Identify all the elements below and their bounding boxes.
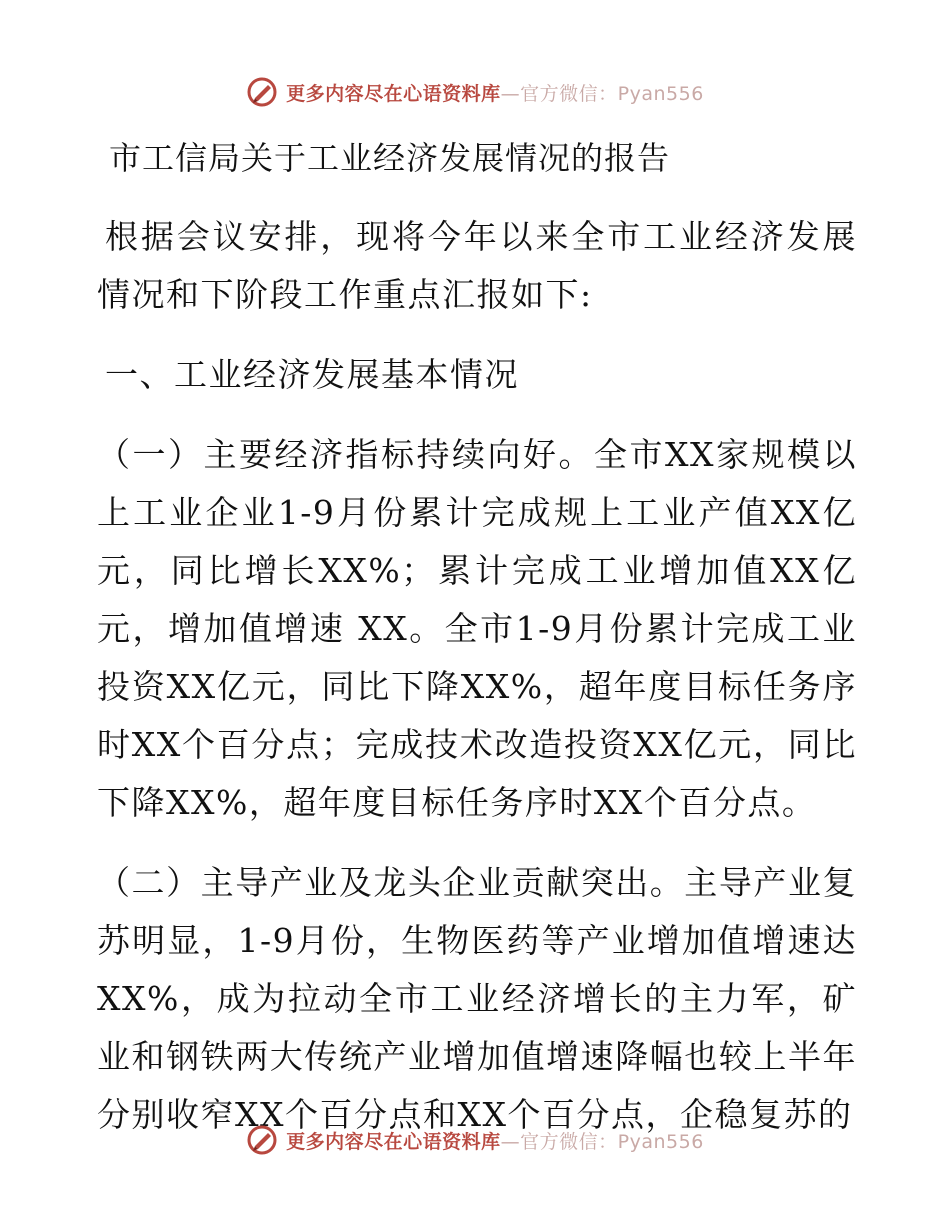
- document-title: 市工信局关于工业经济发展情况的报告: [109, 139, 671, 177]
- section-2-paragraph: （二）主导产业及龙头企业贡献突出。主导产业复苏明显，1-9月份，生物医药等产业增加值增速达XX%，成为拉动全市工业经济增长的主力军，矿业和钢铁两大传统产业增加值增速降幅也较上半年分别收窄XX个百分点和XX个百分点，企稳复苏的: [97, 863, 857, 1134]
- document-page: [97, 120, 857, 1144]
- pen-logo-icon: [246, 1124, 278, 1156]
- banner-prefix: 更多内容尽在心语资料库: [286, 1130, 501, 1153]
- header-watermark-banner: [0, 72, 950, 112]
- section-heading-1: 一、工业经济发展基本情况: [105, 355, 519, 394]
- pen-logo-icon: [246, 76, 278, 108]
- banner-prefix: 更多内容尽在心语资料库: [286, 82, 501, 105]
- banner-suffix: —官方微信：Pyan556: [500, 1130, 704, 1153]
- intro-paragraph: 根据会议安排，现将今年以来全市工业经济发展情况和下阶段工作重点汇报如下:: [97, 217, 857, 314]
- section-1-paragraph: （一）主要经济指标持续向好。全市XX家规模以上工业企业1-9月份累计完成规上工业产值XX亿元，同比增长XX%；累计完成工业增加值XX亿元，增加值增速 XX。全市1-9月份累计完成工业投资XX亿元，同比下降XX%，超年度目标任务序时XX个百分点；完成技术改造投资XX亿元，同比下降XX%，超年度目标任务序时XX个百分点。: [97, 435, 857, 822]
- banner-suffix: —官方微信：Pyan556: [500, 82, 704, 105]
- footer-watermark-banner: [0, 1120, 950, 1160]
